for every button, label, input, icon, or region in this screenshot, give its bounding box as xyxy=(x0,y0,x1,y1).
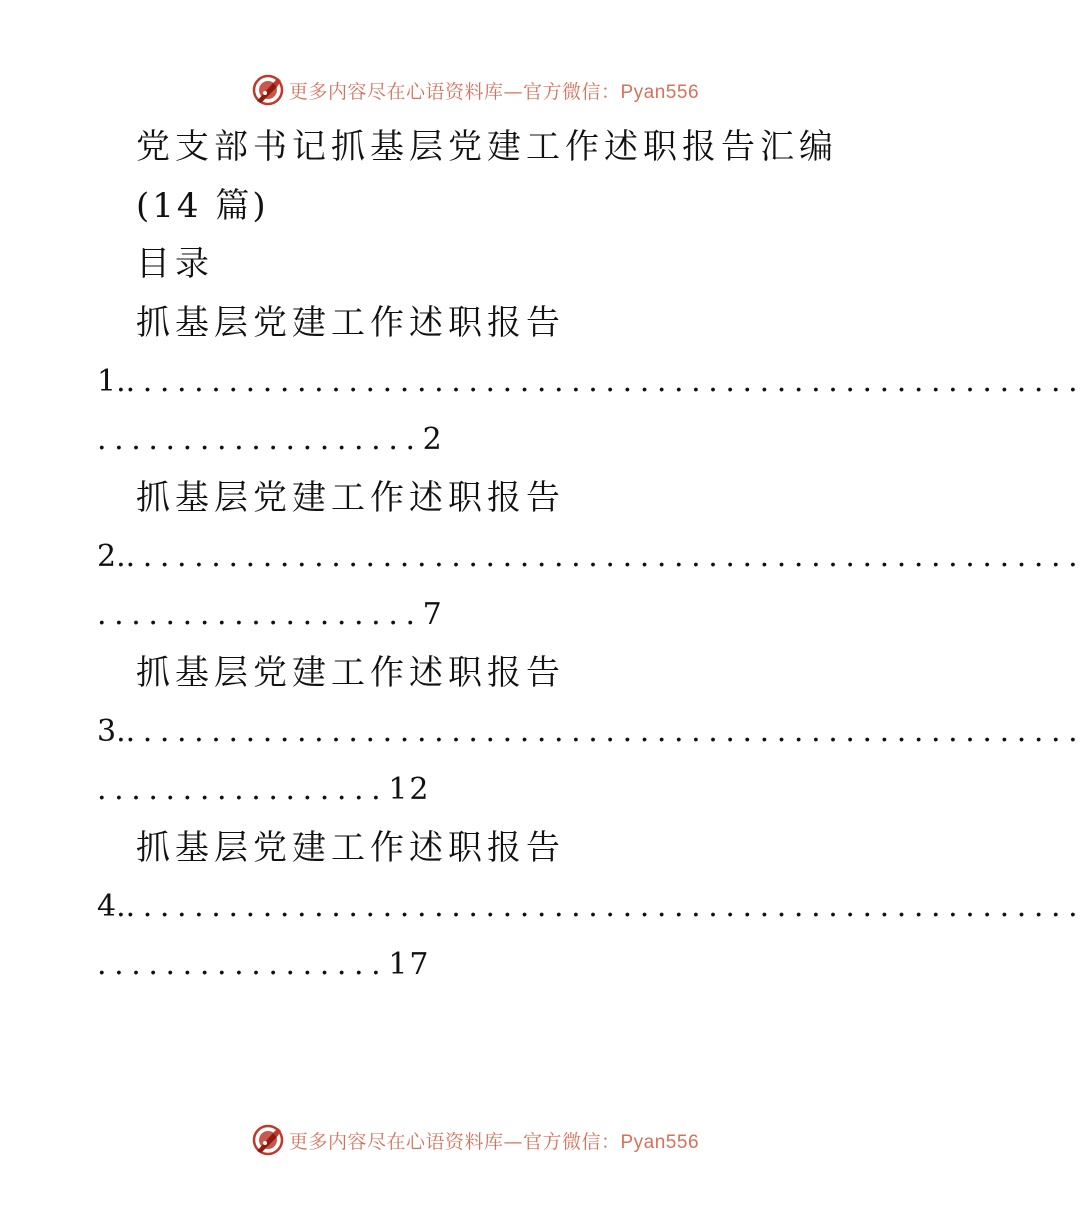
dot-leader: ................... xyxy=(97,422,423,457)
toc-entry-page-line xyxy=(97,945,431,985)
document-title: 党支部书记抓基层党建工作述职报告汇编 xyxy=(136,127,838,167)
toc-entry-leader xyxy=(97,712,1085,752)
dot-leader: ........................................................ xyxy=(125,714,1085,749)
watermark-text: 更多内容尽在心语资料库—官方微信：Pyan556 xyxy=(288,80,700,103)
toc-entry-page: 7 xyxy=(422,597,444,632)
dot-leader: ................. xyxy=(97,947,389,982)
toc-entry-page-line xyxy=(97,420,444,460)
toc-heading: 目录 xyxy=(136,244,214,284)
dot-leader: ................... xyxy=(97,597,423,632)
document-title-count: (14 篇) xyxy=(136,186,269,226)
toc-entry-title: 抓基层党建工作述职报告 xyxy=(136,828,565,868)
toc-entry-title: 抓基层党建工作述职报告 xyxy=(136,478,565,518)
toc-entry-page: 12 xyxy=(388,772,431,807)
toc-entry-title: 抓基层党建工作述职报告 xyxy=(136,303,565,343)
toc-entry-leader xyxy=(97,537,1085,577)
dot-leader: ................. xyxy=(97,772,389,807)
toc-entry-number: 3. xyxy=(97,714,126,749)
toc-entry-number: 1. xyxy=(97,364,126,399)
toc-entry-number: 2. xyxy=(97,539,126,574)
dot-leader: ........................................................ xyxy=(125,539,1085,574)
toc-entry-number: 4. xyxy=(97,889,126,924)
dot-leader: ........................................................ xyxy=(125,364,1085,399)
toc-entry-page-line xyxy=(97,770,431,810)
toc-entry-page: 2 xyxy=(422,422,444,457)
dot-leader: ........................................................ xyxy=(125,889,1085,924)
pen-nib-logo-icon xyxy=(251,1123,285,1157)
footer-watermark xyxy=(0,1122,950,1158)
toc-entry-page-line xyxy=(97,595,444,635)
watermark-text: 更多内容尽在心语资料库—官方微信：Pyan556 xyxy=(288,1130,700,1153)
toc-entry-title: 抓基层党建工作述职报告 xyxy=(136,653,565,693)
toc-entry-page: 17 xyxy=(388,947,431,982)
pen-nib-logo-icon xyxy=(251,73,285,107)
toc-entry-leader xyxy=(97,887,1085,927)
toc-entry-leader xyxy=(97,362,1085,402)
header-watermark xyxy=(0,72,950,108)
